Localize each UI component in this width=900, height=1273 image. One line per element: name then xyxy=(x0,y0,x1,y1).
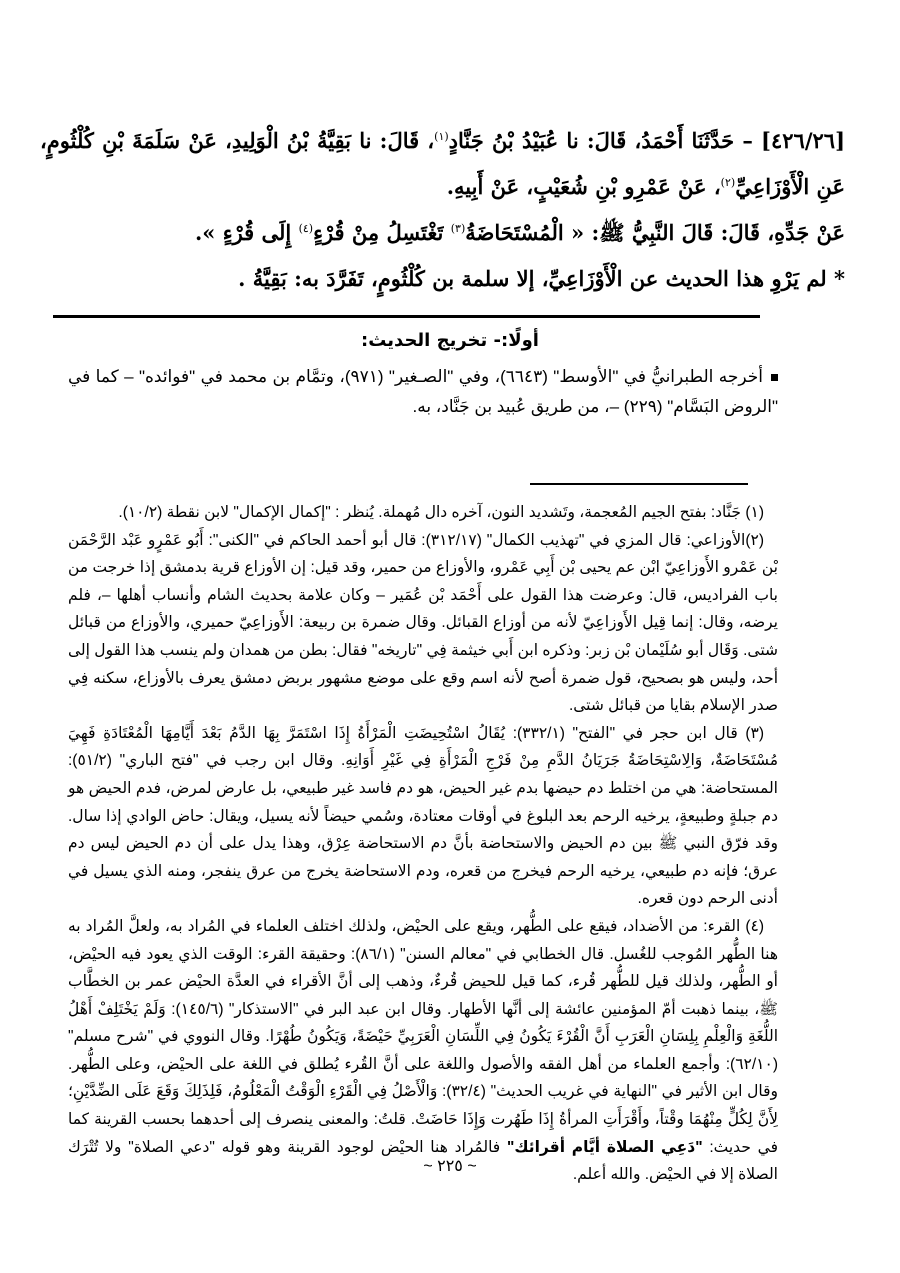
square-bullet-icon xyxy=(771,374,778,381)
section-title: أولًا:- تخريج الحديث: xyxy=(361,330,539,351)
hadith-matn-line: عَنْ جَدِّهِ، قَالَ: قَالَ النَّبِيُّ ﷺ: « الْمُسْتَحَاضَةُ$^{(٣)}$ تَغْتَسِلُ مِنْ قُرْءٍ$^{(٤)}$ إِلَى قُرْءٍ ». xyxy=(194,220,845,245)
hadith-text xyxy=(40,118,845,302)
footnote-3: (٣) قال ابن حجر في "الفتح" (٣٣٢/١): يُقَالُ اسْتُحِيضَتِ الْمَرْأَةُ إِذَا اسْتَمَرَّ بِهَا الدَّمُ بَعْدَ أَيَّامِهَا الْمُعْتَادَةِ فَهِيَ مُسْتَحَاضَةٌ، وَالِاسْتِحَاضَةُ جَرَيَانُ الدَّمِ مِنْ فَرْجِ الْمَرْأَةِ فِي غَيْرِ أَوَانِهِ. وقال ابن رجب في "فتح الباري" (٥١/٢): المستحاضة: هي من اختلط دم حيضها بدم غير الحيض، هو دم فاسد غير طبيعي، بل عارض لمرض، فدم الحيض هو دم جبلةٍ وطبيعةٍ، يرخيه الرحم بعد البلوغ في أوقات معتادة، وسُمي حيضاً لأنه يسيل، ويقال: حاض الوادي إذا سال. وقد فرّق النبي ﷺ بين دم الحيض والاستحاضة بأنَّ دم الاستحاضة عِرْق، وهذا يدل على أن دم الحيض ليس دم عرق؛ فإنه دم طبيعي، يرخيه الرحم فيخرج من قعره، ودم الاستحاضة يخرج من عرق ينفجر، ومنه الذي يسيل في أدنى الرحم دون قعره. xyxy=(68,724,778,908)
footnote-ref-1[interactable]: (١) xyxy=(434,130,449,143)
hadith-remark: * لم يَرْوِ هذا الحديث عن الْأَوْزَاعِيِّ، إلا سلمة بن كُلْثُومٍ، تَفَرَّدَ به: بَقِيَّةُ . xyxy=(238,266,845,291)
main-divider xyxy=(53,315,760,318)
footnote-ref-3[interactable]: (٣) xyxy=(450,222,466,235)
takhrij-paragraph: أخرجه الطبرانيُّ في "الأوسط" (٦٦٤٣)، وفي "الصـغير" (٩٧١)، وتمَّام بن محمد في "فوائده" – كما في "الروض البَسَّام" (٢٢٩) –، من طريق عُبيد بن جَنَّاد، به. xyxy=(68,367,778,416)
footnote-1: (١) جَنَّاد: بفتح الجيم المُعجمة، وتَشديد النون، آخره دال مُهملة. يُنظر : "إكمال الإكمال" لابن نقطة (١٠/٢). xyxy=(118,504,764,521)
footnote-ref-2[interactable]: (٢) xyxy=(720,176,736,189)
footnote-4: (٤) القرء: من الأضداد، فيقع على الطُّهر، ويقع على الحيْض، ولذلك اختلف العلماء في المُراد به، ولعلَّ المُراد به هنا الطُّهر المُوجب للغُسل. قال الخطابي في "معالم السنن" (٨٦/١): وحقيقة القرء: الوقت الذي يعود فيه الحيْض، أو الطُّهر، ولذلك قيل للطُّهر قُرء، كما قيل للحيض قُرءٌ، وذهب إلى أنَّ الأقراء في العدَّة الحيْض عمر بن الخطَّاب ﷺ، بينما ذهبت أمّ المؤمنين عائشة إلى أنَّها الأطهار. وقال ابن عبد البر في "الاستذكار" (١٤٥/٦): وَلَمْ يَخْتَلِفْ أَهْلُ اللُّغَةِ وَالْعِلْمِ بِلِسَانِ الْعَرَبِ أَنَّ الْقُرْءَ يَكُونُ فِي اللِّسَانِ الْعَرَبِيِّ حَيْضَةً، وَيَكُونُ طُهْرًا. وقال النووي في "شرح مسلم" (٦٢/١٠): وأجمع العلماء من أهل الفقه والأصول واللغة على أنَّ القُرء يُطلق في اللغة على الحيْض، وعلى الطُّهر. وقال ابن الأثير في "النهاية في غريب الحديث" (٣٢/٤): وَالْأَصْلُ فِي الْقَرْءِ الْوَقْتُ الْمَعْلُومُ، فَلِذَلِكَ وَقَعَ عَلَى الضِّدَّيْنِ؛ لِأَنَّ لِكُلٍّ مِنْهُمَا وقْتاً، وأَقْرَأَتِ المرأةُ إِذَا طَهُرت وَإِذَا حَاضَتْ. قلتُ: والمعنى ينصرف إلى أحدهما بحسب القرينة كما في حديث: "دَعِي الصلاة أيَّام أقرائك" فالمُراد هنا الحيْض لوجود القرينة وهو قوله "دعي الصلاة" ولا تُتْرَك الصلاة إلا في الحيْض. والله أعلم. xyxy=(68,917,778,1184)
footnote-ref-4[interactable]: (٤) xyxy=(298,222,314,235)
footnotes-section xyxy=(68,499,778,1189)
footnote-divider xyxy=(530,483,748,485)
footnote-2: (٢)الأوزاعي: قال المزي في "تهذيب الكمال" (٣١٢/١٧): قال أبو أحمد الحاكم في "الكنى": أَبُو عَمْرٍو عَبْد الرَّحْمَن بْن عَمْرو الأَوزاعِيّ ابْن عم يحيى بْن أَبِي عَمْرو، والأوزاع من حمير، وقد قيل: إن الأوزاع قرية بدمشق إذا خرجت من باب الفراديس، قال: وعرضت هذا القول على أَحْمَد بْن عُمَير – وكان علامة بحديث الشام وأنساب أهلها –، فلم يرضه، وقال: إنما قِيل الأَوزاعِيّ لأنه من أوزاع القبائل. وقال ضمرة بن ربيعة: الأَوزاعِيّ حميري، والأوزاع من قبائل شتى. وَقَال أبو سُلَيْمان بْن زبر: وذكره ابن أَبي خيثمة فِي "تاريخه" فقال: بطن من همدان ولم ينسب هذا القول إلى أحد، وليس هو بصحيح، قول ضمرة أصح لأنه اسم وقع على موضع مشهور بربض دمشق يعرف بالأوزاع، سكنه فِي صدر الإسلام بقايا من قبائل شتى. xyxy=(68,531,778,715)
hadith-quote: "دَعِي الصلاة أيَّام أقرائك" xyxy=(507,1138,703,1156)
hadith-isnad-line: [٤٢٦/٢٦] – حَدَّثَنَا أَحْمَدُ، قَالَ: نا عُبَيْدُ بْنُ جَنَّادٍ$^{(١)}$، قَالَ: نا بَقِيَّةُ بْنُ الْوَلِيدِ، عَنْ سَلَمَةَ بْنِ كُلْثُومٍ، عَنِ الْأَوْزَاعِيِّ$^{(٢)}$، عَنْ عَمْرِو بْنِ شُعَيْبٍ، عَنْ أَبِيهِ. xyxy=(40,128,845,199)
page-number: ~ ٢٢٥ ~ xyxy=(423,1158,477,1175)
